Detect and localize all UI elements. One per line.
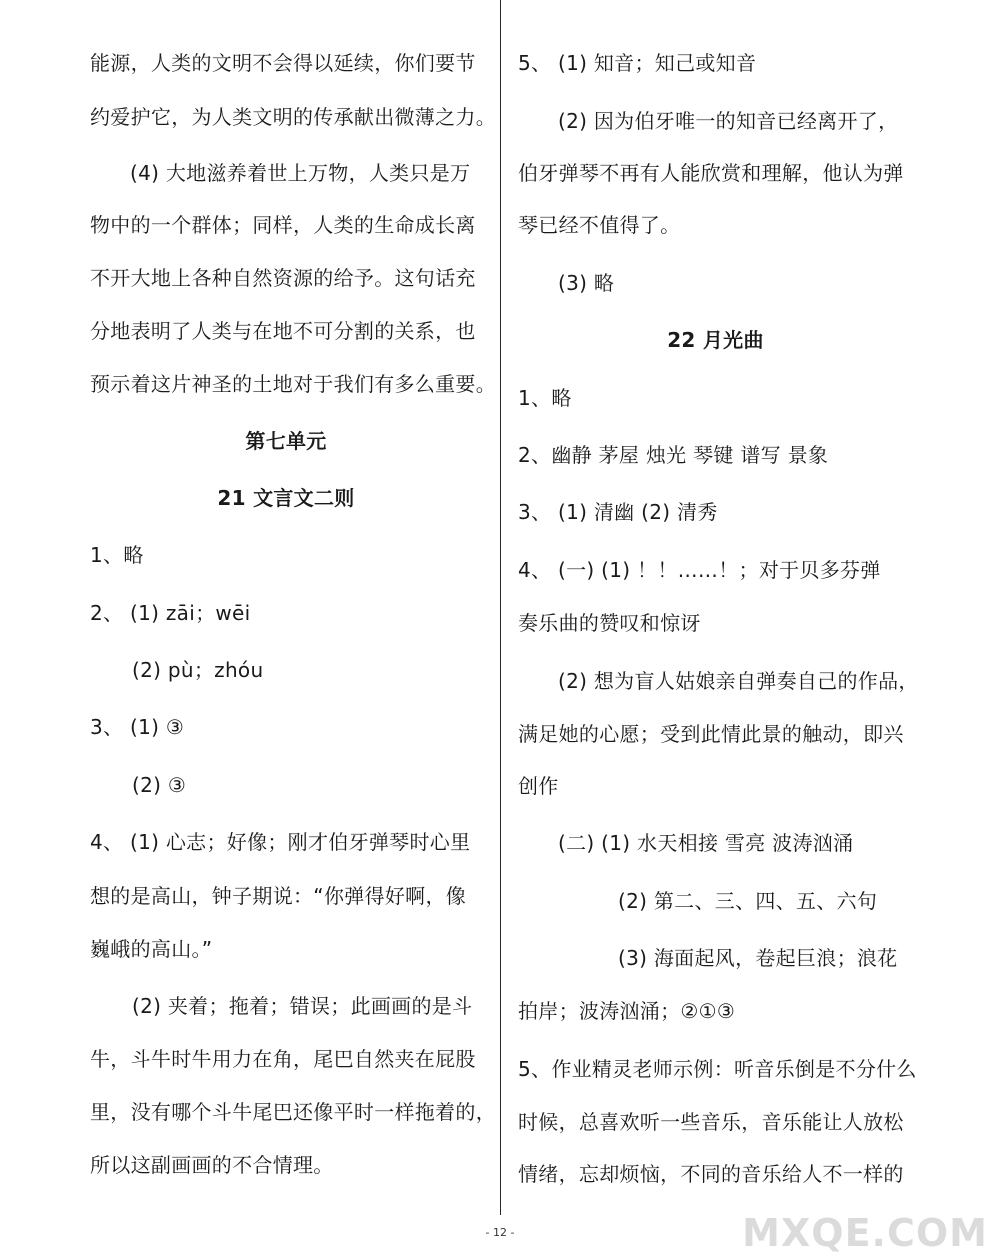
- text-line: 琴已经不值得了。: [518, 213, 681, 237]
- text-line: 2、 (1) zāi；wēi: [90, 601, 251, 625]
- text-line: 4、 (1) 心志；好像；刚才伯牙弹琴时心里: [90, 830, 471, 854]
- text-line: 所以这副画画的不合情理。: [90, 1153, 334, 1177]
- text-line: 拍岸；波涛汹涌；②①③: [518, 999, 736, 1023]
- text-line: 满足她的心愿；受到此情此景的触动，即兴: [518, 722, 904, 746]
- text-line: 1、略: [90, 543, 144, 567]
- column-divider: [500, 0, 501, 1215]
- lesson-heading: 21 文言文二则: [217, 486, 355, 510]
- text-line: 情绪，忘却烦恼，不同的音乐给人不一样的: [518, 1162, 904, 1186]
- text-line: 伯牙弹琴不再有人能欣赏和理解，他认为弹: [518, 161, 904, 185]
- text-line: (2) 第二、三、四、五、六句: [618, 889, 878, 913]
- text-line: 1、略: [518, 386, 572, 410]
- text-line: 预示着这片神圣的土地对于我们有多么重要。: [90, 372, 496, 396]
- lesson-heading: 22 月光曲: [667, 328, 764, 352]
- text-line: (2) pù；zhóu: [132, 658, 264, 682]
- text-line: 里，没有哪个斗牛尾巴还像平时一样拖着的，: [90, 1100, 496, 1124]
- text-line: (二) (1) 水天相接 雪亮 波涛汹涌: [558, 831, 854, 855]
- text-line: (4) 大地滋养着世上万物，人类只是万: [130, 161, 471, 185]
- text-line: 时候，总喜欢听一些音乐，音乐能让人放松: [518, 1110, 904, 1134]
- text-line: 牛，斗牛时牛用力在角，尾巴自然夹在屁股: [90, 1047, 476, 1071]
- text-line: 3、 (1) ③: [90, 715, 185, 739]
- text-line: 4、 (一) (1) ！！……！；对于贝多芬弹: [518, 558, 881, 582]
- text-line: 5、作业精灵老师示例：听音乐倒是不分什么: [518, 1057, 917, 1081]
- text-line: 5、 (1) 知音；知己或知音: [518, 51, 757, 75]
- text-line: 3、 (1) 清幽 (2) 清秀: [518, 500, 718, 524]
- text-line: 奏乐曲的赞叹和惊讶: [518, 611, 701, 635]
- text-line: 不开大地上各种自然资源的给予。这句话充: [90, 266, 476, 290]
- site-watermark: [742, 1211, 988, 1255]
- text-line: 约爱护它，为人类文明的传承献出微薄之力。: [90, 105, 496, 129]
- text-line: (2) 想为盲人姑娘亲自弹奏自己的作品，: [558, 669, 919, 693]
- text-line: 物中的一个群体；同样，人类的生命成长离: [90, 213, 476, 237]
- text-line: 巍峨的高山。”: [90, 937, 213, 961]
- text-line: (2) 因为伯牙唯一的知音已经离开了，: [558, 109, 899, 133]
- unit-heading: 第七单元: [245, 429, 327, 453]
- text-line: 想的是高山，钟子期说：“你弹得好啊，像: [90, 884, 467, 908]
- text-line: (2) 夹着；拖着；错误；此画画的是斗: [132, 994, 473, 1018]
- text-line: (3) 略: [558, 271, 615, 295]
- text-line: (3) 海面起风，卷起巨浪；浪花: [618, 946, 898, 970]
- text-line: 2、幽静 茅屋 烛光 琴键 谱写 景象: [518, 443, 829, 467]
- text-line: 创作: [518, 774, 559, 798]
- text-line: 分地表明了人类与在地不可分割的关系，也: [90, 319, 476, 343]
- watermark-text: MXQE.COM: [742, 1211, 988, 1255]
- page-number: - 12 -: [485, 1226, 515, 1239]
- text-line: (2) ③: [132, 773, 187, 797]
- text-line: 能源，人类的文明不会得以延续，你们要节: [90, 51, 476, 75]
